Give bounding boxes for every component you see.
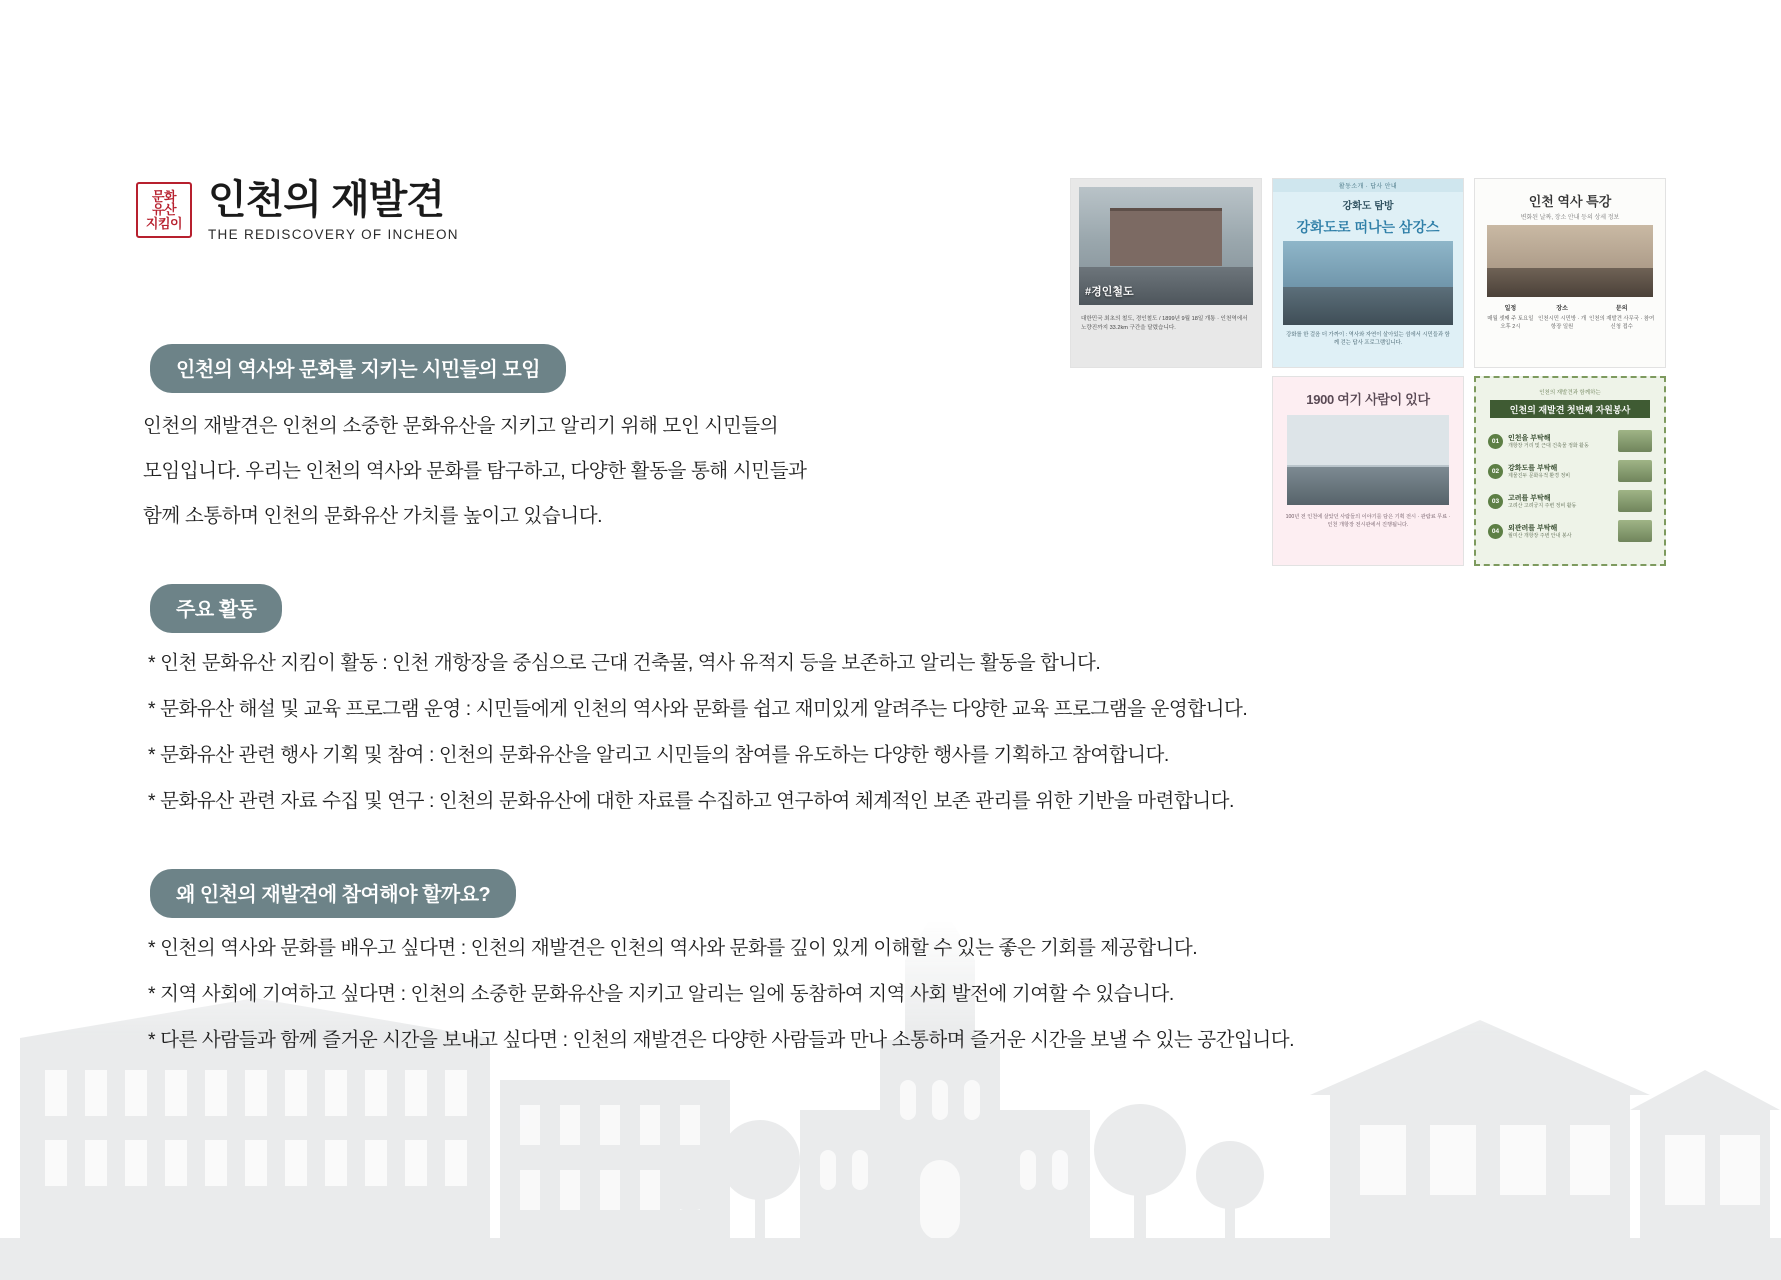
item-thumbnail bbox=[1618, 430, 1652, 452]
list-item: * 문화유산 해설 및 교육 프로그램 운영 : 시민들에게 인천의 역사와 문화를 쉽고 재미있게 알려주는 다양한 교육 프로그램을 운영합니다. bbox=[148, 698, 1248, 720]
poster-headline: 강화도로 떠나는 삼강스 bbox=[1296, 219, 1440, 235]
section-heading-reasons: 왜 인천의 재발견에 참여해야 할까요? bbox=[150, 869, 516, 918]
audience-shape bbox=[1487, 268, 1653, 297]
item-desc: 개항장 거리 및 근대 건축물 정화 활동 bbox=[1508, 442, 1589, 449]
info-item bbox=[1485, 305, 1536, 331]
emblem-line-1: 문화 bbox=[151, 188, 177, 204]
reasons-list bbox=[148, 925, 1294, 1063]
item-thumbnail bbox=[1618, 460, 1652, 482]
info-label: 일정 bbox=[1504, 306, 1517, 312]
item-thumbnail bbox=[1618, 490, 1652, 512]
activities-list bbox=[148, 640, 1247, 824]
item-title: 고려를 부탁해 bbox=[1508, 494, 1551, 502]
poster-caption: 강화를 한 걸음 더 가까이 : 역사와 자연이 살아있는 섬에서 시민들과 함께 걷는 답사 프로그램입니다. bbox=[1286, 332, 1450, 346]
page-title: 인천의 재발견 bbox=[208, 178, 444, 222]
info-value: 매월 셋째 주 토요일 오후 2시 bbox=[1487, 316, 1534, 330]
item-number: 02 bbox=[1488, 464, 1503, 479]
list-item bbox=[1488, 516, 1652, 546]
item-title: 인천을 부탁해 bbox=[1508, 434, 1551, 442]
emblem-line-2: 유산 bbox=[151, 202, 177, 218]
intro-paragraph bbox=[143, 404, 863, 539]
info-value: 인천시민 시민방 · 개항장 일원 bbox=[1538, 316, 1587, 330]
list-item: * 문화유산 관련 자료 수집 및 연구 : 인천의 문화유산에 대한 자료를 수집하고 연구하여 체계적인 보존 관리를 위한 기반을 마련합니다. bbox=[148, 790, 1234, 812]
item-number: 01 bbox=[1488, 434, 1503, 449]
list-item: * 문화유산 관련 행사 기획 및 참여 : 인천의 문화유산을 알리고 시민들의 참여를 유도하는 다양한 행사를 기획하고 참여합니다. bbox=[148, 744, 1169, 766]
item-number: 03 bbox=[1488, 494, 1503, 509]
poster-photo bbox=[1283, 241, 1453, 325]
poster-hashtag: #경인철도 bbox=[1085, 286, 1134, 298]
info-label: 문의 bbox=[1615, 306, 1628, 312]
list-item: * 지역 사회에 기여하고 싶다면 : 인천의 소중한 문화유산을 지키고 알리는 일에 동참하여 지역 사회 발전에 기여할 수 있습니다. bbox=[148, 983, 1174, 1005]
poster-card-incheon-history-lecture bbox=[1474, 178, 1666, 368]
group-photo-shape bbox=[1283, 287, 1453, 325]
info-item bbox=[1536, 305, 1589, 331]
list-item bbox=[1488, 426, 1652, 456]
poster-photo bbox=[1487, 225, 1653, 297]
item-desc: 월미산 개항장 주변 안내 봉사 bbox=[1508, 532, 1572, 539]
visitors-shape bbox=[1287, 467, 1449, 505]
item-text bbox=[1508, 493, 1613, 510]
list-item: * 인천의 역사와 문화를 배우고 싶다면 : 인천의 재발견은 인천의 역사와 문화를 깊이 있게 이해할 수 있는 좋은 기회를 제공합니다. bbox=[148, 937, 1198, 959]
poster-card-1900-exhibition bbox=[1272, 376, 1464, 566]
section-heading-activities: 주요 활동 bbox=[150, 584, 282, 633]
poster-info-row bbox=[1485, 305, 1655, 331]
heritage-keeper-emblem-icon bbox=[136, 182, 192, 238]
list-item bbox=[1488, 486, 1652, 516]
poster-title: 인천의 재발견 첫번째 자원봉사 bbox=[1490, 400, 1650, 418]
poster-topbar-label: 활동소개 · 답사 안내 bbox=[1273, 179, 1463, 192]
brand-header bbox=[136, 178, 459, 242]
page-subtitle: THE REDISCOVERY OF INCHEON bbox=[208, 227, 459, 242]
item-desc: 제물진두 문화유적 환경 정비 bbox=[1508, 472, 1571, 479]
poster-title: 강화도 탐방 bbox=[1342, 201, 1394, 212]
logo-text bbox=[208, 178, 459, 242]
poster-card-ganghwa-tour bbox=[1272, 178, 1464, 368]
info-value: 인천의 재발견 사무국 · 참여 신청 접수 bbox=[1589, 316, 1655, 330]
poster-photo bbox=[1287, 415, 1449, 505]
volunteer-item-list bbox=[1488, 426, 1652, 546]
poster-card-gyeongin-railway bbox=[1070, 178, 1262, 368]
info-item bbox=[1588, 305, 1655, 331]
item-title: 외관려를 부탁해 bbox=[1508, 524, 1558, 532]
intro-line-1: 인천의 재발견은 인천의 소중한 문화유산을 지키고 알리기 위해 모인 시민들의 bbox=[143, 415, 779, 437]
item-title: 강화도를 부탁해 bbox=[1508, 464, 1558, 472]
poster-eyebrow: 인천의 재발견과 함께하는 bbox=[1539, 390, 1601, 396]
poster-caption: 100년 전 인천에 살았던 사람들의 이야기를 담은 기획 전시 · 관람료 무료 · 인천 개항장 전시관에서 진행됩니다. bbox=[1285, 514, 1451, 528]
poster-title: 1900 여기 사람이 있다 bbox=[1306, 392, 1430, 407]
item-text bbox=[1508, 433, 1613, 450]
item-text bbox=[1508, 523, 1613, 540]
section-heading-intro: 인천의 역사와 문화를 지키는 시민들의 모임 bbox=[150, 344, 566, 393]
item-number: 04 bbox=[1488, 524, 1503, 539]
poster-card-first-volunteer bbox=[1474, 376, 1666, 566]
info-label: 장소 bbox=[1556, 306, 1568, 312]
intro-line-3: 함께 소통하며 인천의 문화유산 가치를 높이고 있습니다. bbox=[143, 505, 603, 527]
intro-line-2: 모임입니다. 우리는 인천의 역사와 문화를 탐구하고, 다양한 활동을 통해 시민들과 bbox=[143, 460, 807, 482]
poster-title: 인천 역사 특강 bbox=[1528, 194, 1612, 209]
item-thumbnail bbox=[1618, 520, 1652, 542]
list-item: * 인천 문화유산 지킴이 활동 : 인천 개항장을 중심으로 근대 건축물, 역사 유적지 등을 보존하고 알리는 활동을 합니다. bbox=[148, 652, 1101, 674]
poster-subtitle: 변화된 날짜, 장소 안내 등의 상세 정보 bbox=[1520, 215, 1620, 221]
exhibition-wall-shape bbox=[1287, 415, 1449, 465]
item-text bbox=[1508, 463, 1613, 480]
list-item bbox=[1488, 456, 1652, 486]
emblem-line-3: 지킴이 bbox=[145, 215, 183, 231]
station-building-shape bbox=[1110, 208, 1221, 265]
poster-collage bbox=[1068, 178, 1668, 578]
item-desc: 고려산 고려궁지 주변 정비 활동 bbox=[1508, 502, 1577, 509]
list-item: * 다른 사람들과 함께 즐거운 시간을 보내고 싶다면 : 인천의 재발견은 다양한 사람들과 만나 소통하며 즐거운 시간을 보낼 수 있는 공간입니다. bbox=[148, 1029, 1295, 1051]
poster-caption: 대한민국 최초의 철도, 경인철도 / 1899년 9월 18일 개통 · 인천역에서 노량진까지 33.2km 구간을 달렸습니다. bbox=[1081, 316, 1248, 331]
